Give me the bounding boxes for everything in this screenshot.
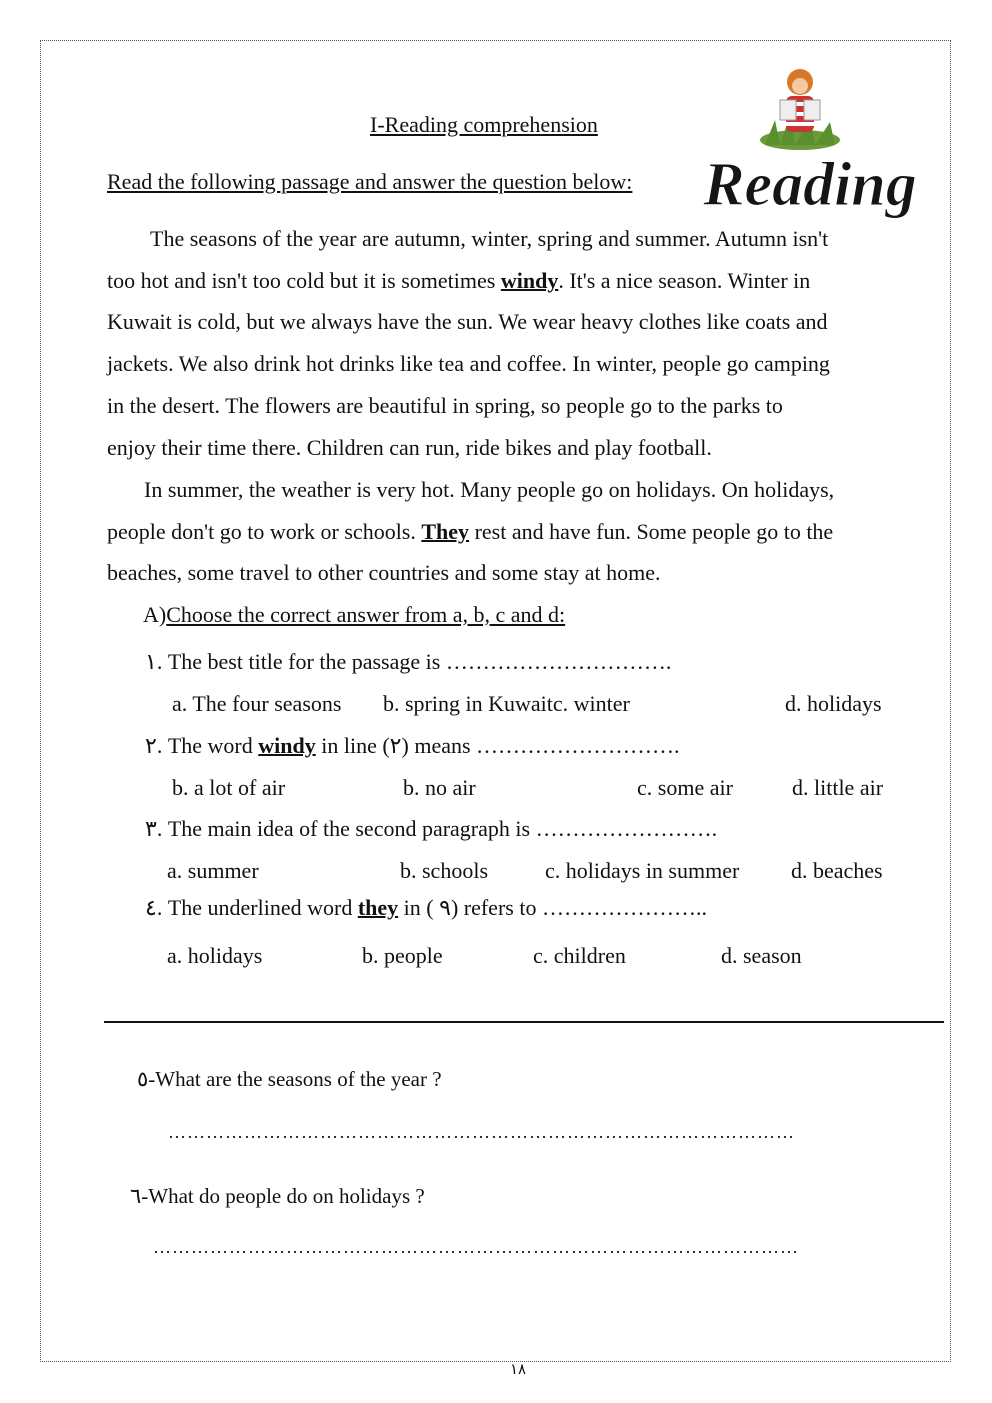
answer-option[interactable]: d. holidays: [785, 691, 882, 716]
passage-line: [150, 225, 828, 253]
answer-option[interactable]: d. little air: [792, 775, 884, 800]
passage-text: rest and have fun. Some people go to the: [469, 519, 834, 544]
question-4: [145, 894, 707, 922]
question-text: in line (٢) means ……………………….: [315, 733, 680, 758]
question-number: ٤.: [145, 895, 163, 920]
question-number: ١.: [145, 649, 163, 674]
passage-text: beaches, some travel to other countries and some stay at home.: [107, 560, 661, 585]
answer-option[interactable]: c. children: [533, 943, 626, 968]
question-1: [145, 648, 671, 676]
passage-text: . It's a nice season. Winter in: [558, 268, 811, 293]
part-a-title: Choose the correct answer from a, b, c and d:: [166, 602, 566, 627]
passage-text: In summer, the weather is very hot. Many people go on holidays. On holidays,: [144, 477, 835, 502]
answer-option[interactable]: a. summer: [167, 858, 259, 883]
answer-option[interactable]: a. The four seasons: [172, 691, 342, 716]
reading-logo: [703, 60, 917, 220]
answer-option[interactable]: a. holidays: [167, 943, 263, 968]
open-question-6: [130, 1182, 425, 1210]
question-text: ………………………….: [445, 649, 672, 674]
passage-line: [107, 434, 712, 462]
underlined-word: windy: [500, 268, 559, 293]
underlined-word: they: [357, 895, 399, 920]
answer-option[interactable]: b. people: [362, 943, 443, 968]
answer-option[interactable]: d. season: [721, 943, 802, 968]
answer-option[interactable]: c. some air: [637, 775, 733, 800]
passage-line: [107, 392, 783, 420]
question-text: The main idea of the second paragraph is: [162, 816, 536, 841]
question-text: -What do people do on holidays ?: [141, 1184, 425, 1208]
question-number: ٢.: [145, 733, 163, 758]
passage-text: in the desert. The flowers are beautiful in spring, so people go to the parks to: [107, 393, 783, 418]
answer-option[interactable]: b. schools: [400, 858, 488, 883]
question-3: [145, 815, 717, 843]
underlined-word: They: [421, 519, 470, 544]
divider: [104, 1021, 944, 1023]
answer-option[interactable]: c. holidays in summer: [545, 858, 740, 883]
answer-option[interactable]: b. no air: [403, 775, 476, 800]
answer-option[interactable]: b. a lot of air: [172, 775, 286, 800]
passage-line: [144, 476, 834, 504]
question-text: The underlined word: [162, 895, 358, 920]
part-a-heading: [143, 601, 565, 629]
question-text: The word: [162, 733, 259, 758]
question-number: ٥: [137, 1067, 149, 1091]
open-question-5: [137, 1065, 442, 1093]
passage-line: [107, 308, 828, 336]
answer-option[interactable]: d. beaches: [791, 858, 883, 883]
passage-line: [107, 350, 830, 378]
answer-line-6[interactable]: …………………………………………………………………………………………: [153, 1237, 799, 1257]
passage-line: [107, 267, 810, 295]
page-number: ١٨: [510, 1362, 527, 1378]
section-title: I-Reading comprehension: [370, 112, 598, 137]
passage-text: Kuwait is cold, but we always have the sun. We wear heavy clothes like coats and: [107, 309, 828, 334]
passage-text: The seasons of the year are autumn, winter, spring and summer. Autumn isn't: [150, 226, 829, 251]
question-text: …………………….: [535, 816, 718, 841]
passage-line: [107, 518, 833, 546]
answer-line-5[interactable]: ………………………………………………………………………………………: [168, 1122, 795, 1142]
question-2: [145, 732, 680, 760]
part-a-prefix: A): [143, 602, 167, 627]
question-number: ٣.: [145, 816, 163, 841]
passage-line: [107, 559, 661, 587]
question-number: ٦: [130, 1184, 142, 1208]
passage-text: too hot and isn't too cold but it is sometimes: [107, 268, 501, 293]
question-text: in ( ٩) refers to …………………..: [398, 895, 707, 920]
question-text: -What are the seasons of the year ?: [148, 1067, 442, 1091]
boy-reading-icon: [703, 60, 917, 220]
passage-text: people don't go to work or schools.: [107, 519, 422, 544]
instruction: Read the following passage and answer the question below:: [107, 169, 633, 194]
underlined-word: windy: [258, 733, 316, 758]
passage-text: enjoy their time there. Children can run, ride bikes and play football.: [107, 435, 712, 460]
passage-text: jackets. We also drink hot drinks like tea and coffee. In winter, people go camping: [107, 351, 830, 376]
answer-option[interactable]: b. spring in Kuwaitc. winter: [383, 691, 630, 716]
logo-text: Reading: [703, 151, 917, 219]
question-text: The best title for the passage is: [162, 649, 446, 674]
